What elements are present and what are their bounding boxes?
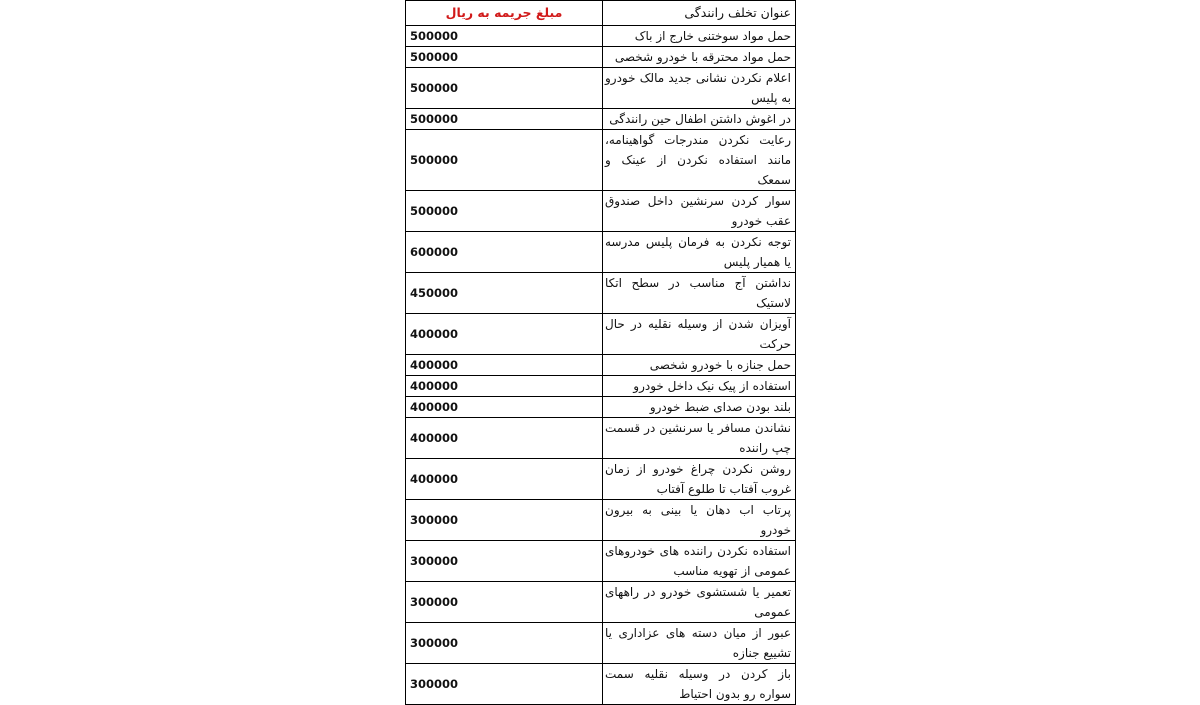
violation-title-cell: حمل مواد سوختنی خارج از باک xyxy=(603,26,796,47)
violation-title-cell: اعلام نکردن نشانی جدید مالک خودرو به پلیس xyxy=(603,68,796,109)
violation-title-cell: روشن نکردن چراغ خودرو از زمان غروب آفتاب تا طلوع آفتاب xyxy=(603,459,796,500)
fine-amount-cell: 500000 xyxy=(406,26,603,47)
fine-amount-cell: 300000 xyxy=(406,541,603,582)
violation-title-cell: آویزان شدن از وسیله نقلیه در حال حرکت xyxy=(603,314,796,355)
fine-amount-cell: 300000 xyxy=(406,664,603,705)
violation-title-cell: نشاندن مسافر یا سرنشین در قسمت چپ راننده xyxy=(603,418,796,459)
header-violation-title: عنوان تخلف رانندگی xyxy=(603,1,796,26)
table-row xyxy=(406,623,796,664)
table-row xyxy=(406,397,796,418)
violation-title-cell: تعمیر یا شستشوی خودرو در راههای عمومی xyxy=(603,582,796,623)
table-row xyxy=(406,664,796,705)
table-row xyxy=(406,273,796,314)
fine-amount-cell: 400000 xyxy=(406,397,603,418)
header-fine-amount: مبلغ جریمه به ریال xyxy=(406,1,603,26)
violation-title-cell: رعایت نکردن مندرجات گواهینامه، مانند استفاده نکردن از عینک و سمعک xyxy=(603,130,796,191)
table-row xyxy=(406,109,796,130)
fine-amount-cell: 300000 xyxy=(406,500,603,541)
table-row xyxy=(406,418,796,459)
fines-table-container xyxy=(405,0,795,701)
fines-table xyxy=(405,0,796,705)
table-row xyxy=(406,376,796,397)
table-row xyxy=(406,314,796,355)
fine-amount-cell: 400000 xyxy=(406,418,603,459)
table-row xyxy=(406,191,796,232)
fine-amount-cell: 400000 xyxy=(406,376,603,397)
table-header-row xyxy=(406,1,796,26)
violation-title-cell: حمل جنازه با خودرو شخصی xyxy=(603,355,796,376)
violation-title-cell: در اغوش داشتن اطفال حین رانندگی xyxy=(603,109,796,130)
table-row xyxy=(406,47,796,68)
table-row xyxy=(406,582,796,623)
violation-title-cell: سوار کردن سرنشین داخل صندوق عقب خودرو xyxy=(603,191,796,232)
violation-title-cell: استفاده از پیک نیک داخل خودرو xyxy=(603,376,796,397)
fine-amount-cell: 500000 xyxy=(406,47,603,68)
violation-title-cell: عبور از میان دسته های عزاداری یا تشییع جنازه xyxy=(603,623,796,664)
table-row xyxy=(406,232,796,273)
table-row xyxy=(406,355,796,376)
violation-title-cell: استفاده نکردن راننده های خودروهای عمومی از تهویه مناسب xyxy=(603,541,796,582)
violation-title-cell: پرتاب اب دهان یا بینی به بیرون خودرو xyxy=(603,500,796,541)
fine-amount-cell: 600000 xyxy=(406,232,603,273)
fine-amount-cell: 400000 xyxy=(406,314,603,355)
table-row xyxy=(406,26,796,47)
fine-amount-cell: 300000 xyxy=(406,623,603,664)
violation-title-cell: بلند بودن صدای ضبط خودرو xyxy=(603,397,796,418)
fine-amount-cell: 300000 xyxy=(406,582,603,623)
fine-amount-cell: 500000 xyxy=(406,130,603,191)
fine-amount-cell: 500000 xyxy=(406,191,603,232)
violation-title-cell: حمل مواد محترقه با خودرو شخصی xyxy=(603,47,796,68)
table-row xyxy=(406,541,796,582)
fine-amount-cell: 400000 xyxy=(406,355,603,376)
fine-amount-cell: 450000 xyxy=(406,273,603,314)
fine-amount-cell: 500000 xyxy=(406,68,603,109)
table-row xyxy=(406,68,796,109)
violation-title-cell: نداشتن آج مناسب در سطح اتکا لاستیک xyxy=(603,273,796,314)
violation-title-cell: توجه نکردن به فرمان پلیس مدرسه یا همیار پلیس xyxy=(603,232,796,273)
table-row xyxy=(406,459,796,500)
table-row xyxy=(406,500,796,541)
violation-title-cell: باز کردن در وسیله نقلیه سمت سواره رو بدون احتیاط xyxy=(603,664,796,705)
fine-amount-cell: 500000 xyxy=(406,109,603,130)
fine-amount-cell: 400000 xyxy=(406,459,603,500)
table-row xyxy=(406,130,796,191)
